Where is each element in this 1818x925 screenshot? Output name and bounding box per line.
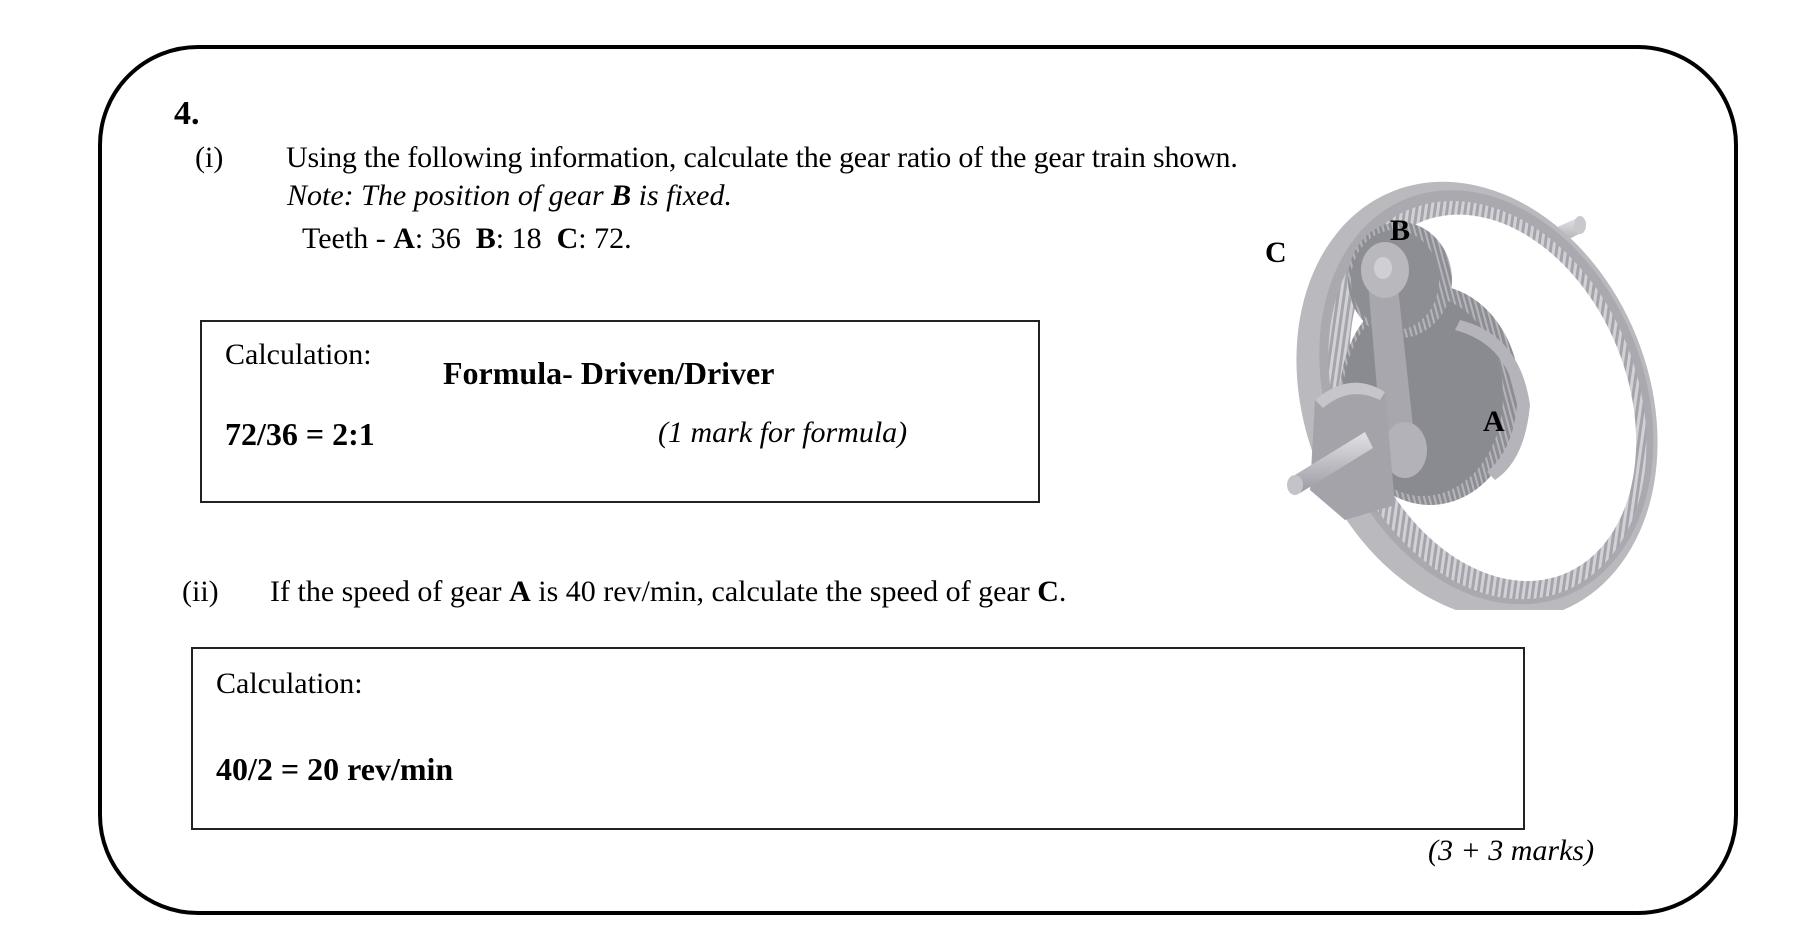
teeth-info: [302, 224, 632, 254]
teeth-gear-a: A: [393, 222, 415, 255]
teeth-label: Teeth -: [302, 222, 394, 255]
gear-label-c: C: [1265, 236, 1287, 269]
formula-text: Formula- Driven/Driver: [443, 355, 775, 391]
teeth-gear-c: C: [556, 222, 579, 255]
part-i-marker: (i): [195, 141, 224, 174]
note-prefix: Note: The position of gear: [287, 179, 612, 212]
note-gear-b: B: [611, 179, 632, 212]
teeth-count-b: 18: [511, 222, 542, 255]
prompt-text: is 40 rev/min, calculate the speed of gear: [530, 575, 1038, 608]
prompt-gear-a: A: [509, 575, 531, 608]
prompt-text: If the speed of gear: [270, 575, 510, 608]
part-ii-prompt: [270, 577, 1066, 607]
teeth-sep: :: [414, 222, 431, 255]
teeth-count-a: 36: [430, 222, 461, 255]
teeth-sep: :: [578, 222, 595, 255]
part-ii-working: 40/2 = 20 rev/min: [216, 751, 454, 787]
part-i-answer-box[interactable]: [200, 320, 1040, 503]
calculation-label: Calculation:: [225, 338, 372, 371]
note-suffix: is fixed.: [631, 179, 732, 212]
question-number: 4.: [174, 95, 200, 132]
part-ii-answer-box[interactable]: [191, 647, 1525, 830]
prompt-gear-c: C: [1037, 575, 1059, 608]
prompt-text: .: [1058, 575, 1067, 608]
teeth-sep: :: [495, 222, 512, 255]
epicyclic-gear-train-icon: [1255, 160, 1695, 610]
gear-label-a: A: [1483, 405, 1505, 438]
mark-note: (1 mark for formula): [658, 416, 908, 449]
part-ii-marker: (ii): [182, 575, 219, 608]
gear-label-b: B: [1390, 214, 1411, 247]
part-i-note: [287, 181, 732, 211]
part-i-prompt: Using the following information, calculate the gear ratio of the gear train shown.: [286, 141, 1238, 174]
calculation-label: Calculation:: [216, 667, 363, 700]
teeth-count-c: 72.: [594, 222, 632, 255]
teeth-gear-b: B: [475, 222, 496, 255]
part-i-working: 72/36 = 2:1: [225, 416, 375, 452]
gear-train-figure: [1255, 160, 1695, 610]
marks-total: (3 + 3 marks): [1428, 834, 1595, 867]
